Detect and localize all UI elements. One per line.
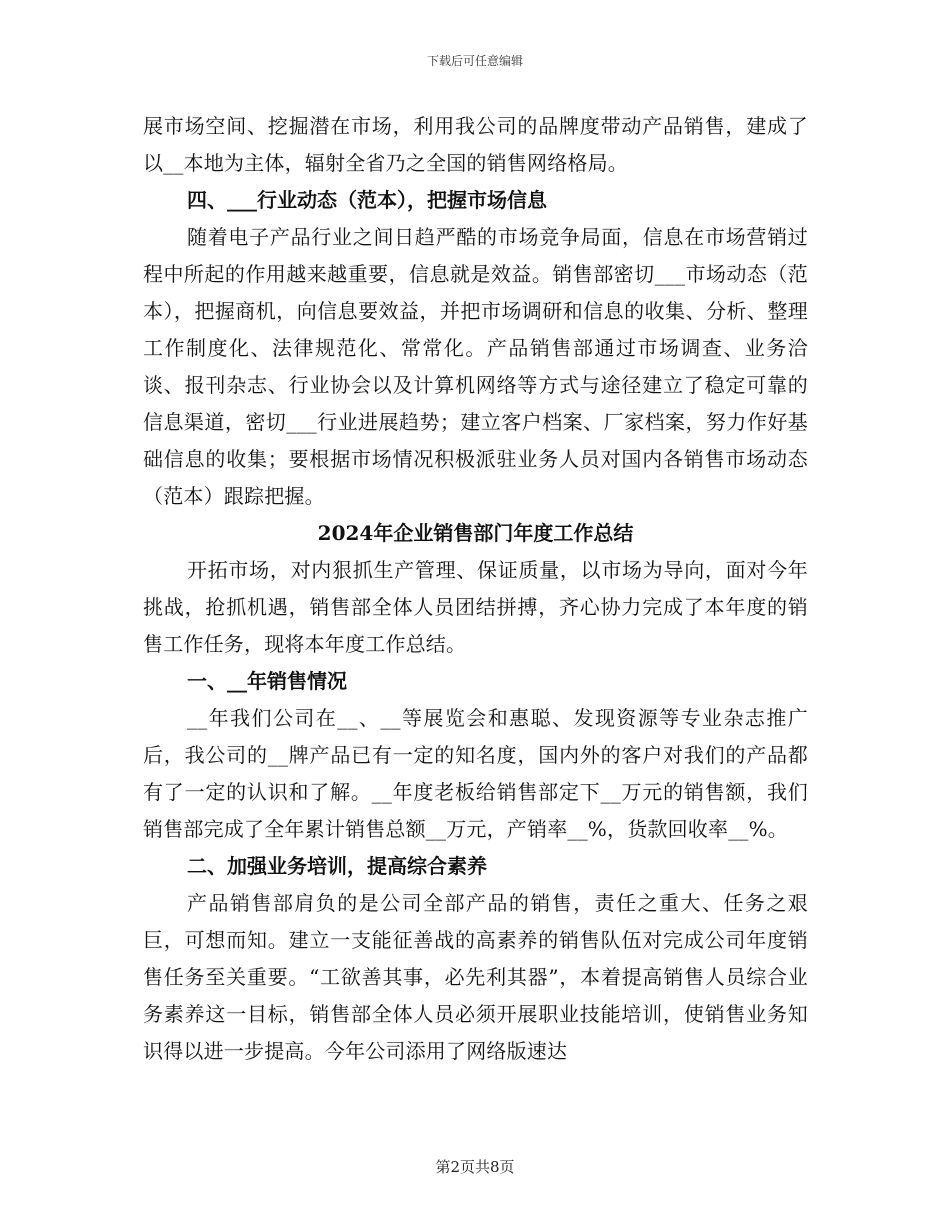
paragraph-market-info: 随着电子产品行业之间日趋严酷的市场竞争局面，信息在市场营销过程中所起的作用越来越重要，信息就是效益。销售部密切___市场动态（范本），把握商机，向信息要效益，并把市场调研和信息的收集、分析、整理工作制度化、法律规范化、常常化。产品销售部通过市场调查、业务洽谈、报刊杂志、行业协会以及计算机网络等方式与途径建立了稳定可靠的信息渠道，密切___行业进展趋势；建立客户档案、厂家档案，努力作好基础信息的收集；要根据市场情况积极派驻业务人员对国内各销售市场动态（范本）跟踪把握。	[143, 225, 808, 508]
heading-section-one: 一、__年销售情况	[187, 669, 347, 693]
heading-section-two: 二、加强业务培训，提高综合素养	[187, 854, 487, 878]
paragraph-intro: 开拓市场，对内狠抓生产管理、保证质量，以市场为导向，面对今年挑战，抢抓机遇，销售部全体人员团结拼搏，齐心协力完成了本年度的销售工作任务，现将本年度工作总结。	[143, 558, 808, 656]
heading-section-four: 四、___行业动态（范本），把握市场信息	[187, 188, 547, 212]
paragraph-market-network: 展市场空间、挖掘潜在市场，利用我公司的品牌度带动产品销售，建成了以__本地为主体，辐射全省乃之全国的销售网络格局。	[143, 114, 808, 175]
document-body	[143, 108, 808, 1070]
paragraph-sales-situation: __年我们公司在__、__等展览会和惠聪、发现资源等专业杂志推广后，我公司的__牌产品已有一定的知名度，国内外的客户对我们的产品都有了一定的认识和了解。__年度老板给销售部定下__万元的销售额，我们销售部完成了全年累计销售总额__万元，产销率__%，货款回收率__%。	[143, 706, 808, 841]
paragraph-training: 产品销售部肩负的是公司全部产品的销售，责任之重大、任务之艰巨，可想而知。建立一支能征善战的高素养的销售队伍对完成公司年度销售任务至关重要。“工欲善其事，必先利其器”，本着提高销售人员综合业务素养这一目标，销售部全体人员必须开展职业技能培训，使销售业务知识得以进一步提高。今年公司添用了网络版速达	[143, 891, 808, 1063]
document-title: 2024年企业销售部门年度工作总结	[317, 521, 634, 545]
page-header-note: 下载后可任意编辑	[426, 54, 523, 68]
page-number: 第2页共8页	[435, 1158, 515, 1176]
